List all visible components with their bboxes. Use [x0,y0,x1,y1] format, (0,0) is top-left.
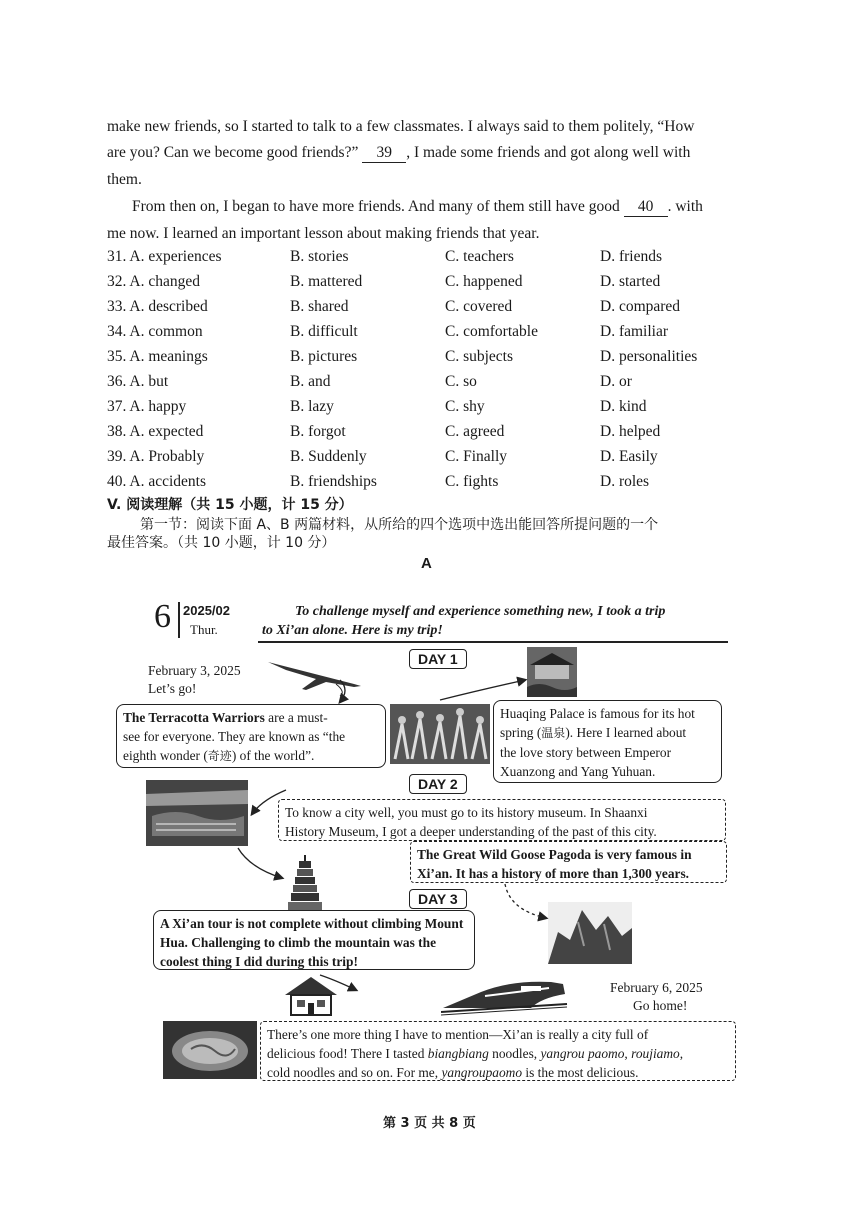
option-a: 32. A. changed [107,273,200,290]
option-a: 34. A. common [107,323,203,340]
pagoda-text: Xi’an. It has a history of more than 1,300 years. [417,866,690,881]
option-a: 35. A. meanings [107,348,208,365]
diary-intro: To challenge myself and experience something new, I took a trip [295,604,666,619]
start-note: Let’s go! [148,681,197,696]
mount-hua-text: Hua. Challenging to climb the mountain was the [160,935,437,950]
huaqing-text: the love story between Emperor [500,745,672,760]
food-roujiamo: roujiamo [631,1046,680,1061]
option-c: C. subjects [445,348,514,365]
option-a: 40. A. accidents [107,473,207,490]
option-b: B. mattered [290,273,363,290]
huaqing-text: Huaqing Palace is famous for its hot [500,706,695,721]
option-d: D. helped [600,423,661,440]
blank-40: 40 [624,198,668,217]
blank-39: 39 [362,144,406,163]
food-text: delicious food! There I tasted [267,1046,428,1061]
huaqing-text: Xuanzong and Yang Yuhuan. [500,764,656,779]
huaqing-text: ). Here I learned about [565,725,687,740]
huaqing-cjk: 温泉 [541,726,566,740]
passage-text: are you? Can we become good friends?” [107,144,359,161]
option-b: B. pictures [290,348,358,365]
terracotta-text: see for everyone. They are known as “the [123,729,346,744]
option-a: 39. A. Probably [107,448,205,465]
museum-text: History Museum, I got a deeper understanding of the past of this city. [285,824,657,839]
option-d: D. Easily [600,448,658,465]
passage-text: me now. I learned an important lesson about making friends that year. [107,225,540,242]
option-c: C. so [445,373,477,390]
food-text: There’s one more thing I have to mention—Xi’an is really a city full of [267,1027,649,1042]
passage-text: , I made some friends and got along well with [406,144,691,161]
option-c: C. agreed [445,423,505,440]
option-c: C. covered [445,298,513,315]
food-text: cold noodles and so on. For me, [267,1065,442,1080]
option-d: D. kind [600,398,647,415]
food-paomo: yangroupaomo [441,1065,523,1080]
food-text: , [624,1046,632,1061]
option-c: C. teachers [445,248,514,265]
food-paomo: yangrou paomo [540,1046,625,1061]
terracotta-text: eighth wonder ( [123,748,208,763]
passage-text: From then on, I began to have more friends. And many of them still have good [132,198,620,215]
option-b: B. friendships [290,473,377,490]
terracotta-text: are a must- [264,710,328,725]
option-d: D. friends [600,248,662,265]
terracotta-cjk: 奇迹 [207,749,232,763]
option-c: C. comfortable [445,323,538,340]
museum-text: To know a city well, you must go to its history museum. In Shaanxi [285,805,648,820]
option-c: C. shy [445,398,485,415]
option-c: C. Finally [445,448,508,465]
end-note: Go home! [633,998,688,1013]
option-b: B. difficult [290,323,358,340]
option-d: D. compared [600,298,681,315]
section-heading: V. 阅读理解（共 15 小题，计 15 分） [107,497,353,513]
passage-text: . with [667,198,703,215]
option-a: 36. A. but [107,373,169,390]
option-c: C. fights [445,473,499,490]
day2-label: DAY 2 [409,774,467,794]
section-instruction: 第一节：阅读下面 A、B 两篇材料，从所给的四个选项中选出能回答所提问题的一个 [140,517,659,533]
option-d: D. or [600,373,632,390]
option-d: D. roles [600,473,650,490]
option-a: 31. A. experiences [107,248,222,265]
option-b: B. shared [290,298,349,315]
food-biangbiang: biangbiang [427,1046,489,1061]
page-number: 第 3 页 共 8 页 [383,1116,476,1131]
option-d: D. started [600,273,661,290]
option-b: B. and [290,373,331,390]
option-a: 33. A. described [107,298,208,315]
passage-text: them. [107,171,142,188]
end-date: February 6, 2025 [610,980,703,995]
part-label: A [421,555,432,572]
day3-label: DAY 3 [409,889,467,909]
option-b: B. forgot [290,423,346,440]
huaqing-text: spring ( [500,725,542,740]
option-a: 38. A. expected [107,423,204,440]
mount-hua-text: coolest thing I did during this trip! [160,954,358,969]
diary-weekday: Thur. [190,622,218,637]
option-d: D. familiar [600,323,669,340]
food-text: noodles, [488,1046,541,1061]
option-b: B. stories [290,248,349,265]
pagoda-text: The Great Wild Goose Pagoda is very famous in [417,847,692,862]
mount-hua-text: A Xi’an tour is not complete without climbing Mount [160,916,464,931]
diary-day-number: 6 [154,598,171,635]
diary-intro: to Xi’an alone. Here is my trip! [262,623,443,638]
passage-text: make new friends, so I started to talk to a few classmates. I always said to them politely, “How [107,118,695,135]
option-c: C. happened [445,273,523,290]
start-date: February 3, 2025 [148,663,241,678]
diary-date: 2025/02 [183,603,230,618]
option-d: D. personalities [600,348,698,365]
section-instruction: 最佳答案。（共 10 小题，计 10 分） [107,535,336,551]
day1-label: DAY 1 [409,649,467,669]
option-a: 37. A. happy [107,398,187,415]
terracotta-text: ) of the world”. [231,748,315,763]
option-b: B. Suddenly [290,448,367,465]
food-text: is the most delicious. [522,1065,639,1080]
food-text: , [679,1046,684,1061]
terracotta-title: The Terracotta Warriors [123,710,265,725]
option-b: B. lazy [290,398,334,415]
